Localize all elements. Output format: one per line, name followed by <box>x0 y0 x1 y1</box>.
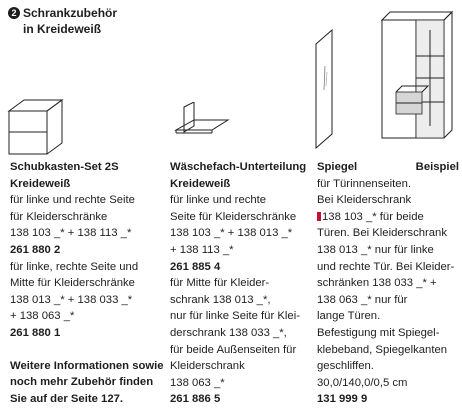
example-label: Beispiel <box>415 161 459 173</box>
section-number-badge: 2 <box>8 7 20 19</box>
description-line: 30,0/140,0/0,5 cm <box>317 376 408 389</box>
marker-icon <box>317 212 321 221</box>
description-line: für beide Außenseiten für <box>170 343 297 356</box>
description-line: 138 103 _* + 138 113 _* <box>10 227 132 240</box>
drawer-set-illustration <box>6 98 66 158</box>
description-line: derschrank 138 033 _*, <box>170 326 287 339</box>
description-line: 138 013 _* + 138 033 _* <box>10 293 133 306</box>
description-line: schränken 138 033 _* + <box>317 277 437 290</box>
mirror-column <box>317 159 459 408</box>
description-line: lange Türen. <box>317 310 381 323</box>
description-line: für linke und rechte <box>170 194 267 207</box>
product-title: Schubkasten-Set 2S <box>10 161 119 173</box>
description-line: klebeband, Spiegelkanten <box>317 343 448 356</box>
wardrobe-example-illustration <box>376 6 460 142</box>
more-info-line: Sie auf der Seite 127. <box>10 392 124 405</box>
description-line: schrank 138 013 _*, <box>170 293 271 306</box>
product-color: Kreideweiß <box>170 177 231 190</box>
description-line: 138 103 _* + 138 013 _* <box>170 227 293 240</box>
shelf-divider-illustration <box>172 102 232 148</box>
more-info-line: noch mehr Zubehör finden <box>10 376 154 389</box>
description-line: Türen. Bei Kleiderschrank <box>317 227 447 240</box>
description-line: nur für linke Seite für Klei- <box>170 310 300 323</box>
article-number: 261 880 1 <box>10 326 61 339</box>
description-line: für linke, rechte Seite und <box>10 260 139 273</box>
more-info-note <box>10 358 164 408</box>
article-number: 261 885 4 <box>170 260 221 273</box>
description-line: + 138 063 _* <box>10 310 75 323</box>
section-header <box>8 5 117 37</box>
description-line: Mitte für Kleiderschränke <box>10 277 135 290</box>
description-line: Seite für Kleiderschränke <box>170 210 297 223</box>
description-line: für linke und rechte Seite <box>10 194 135 207</box>
description-line: geschliffen. <box>317 360 374 373</box>
article-number: 261 886 5 <box>170 393 221 406</box>
product-title: Wäschefach-Unterteilung <box>170 161 307 173</box>
article-number: 261 880 2 <box>10 243 61 256</box>
description-line: 138 013 _* nur für linke <box>317 243 434 256</box>
product-color: Kreideweiß <box>10 177 71 190</box>
description-line: Bei Kleiderschrank <box>317 194 412 207</box>
mirror-illustration <box>314 28 338 150</box>
description-line: für Türinnenseiten. <box>317 177 411 190</box>
description-line: 138 063 _* <box>170 376 225 389</box>
description-line: Kleiderschrank <box>170 360 245 373</box>
drawer-set-column <box>10 159 164 407</box>
description-line: + 138 113 _* <box>170 243 234 256</box>
description-line: für Mitte für Kleider- <box>170 277 270 290</box>
description-line: 138 063 _* nur für <box>317 293 408 306</box>
section-title: Schrankzubehör <box>23 6 118 20</box>
description-line: und rechte Tür. Bei Kleider- <box>317 260 455 273</box>
section-subtitle: in Kreideweiß <box>23 22 102 36</box>
description-line: für Kleiderschränke <box>10 210 108 223</box>
article-number: 131 999 9 <box>317 393 368 406</box>
more-info-line: Weitere Informationen sowie <box>10 359 164 372</box>
description-line: 138 103 _* für beide <box>317 209 459 226</box>
divider-column <box>170 159 305 408</box>
product-title: Spiegel <box>317 161 358 173</box>
description-line: Befestigung mit Spiegel- <box>317 326 440 339</box>
